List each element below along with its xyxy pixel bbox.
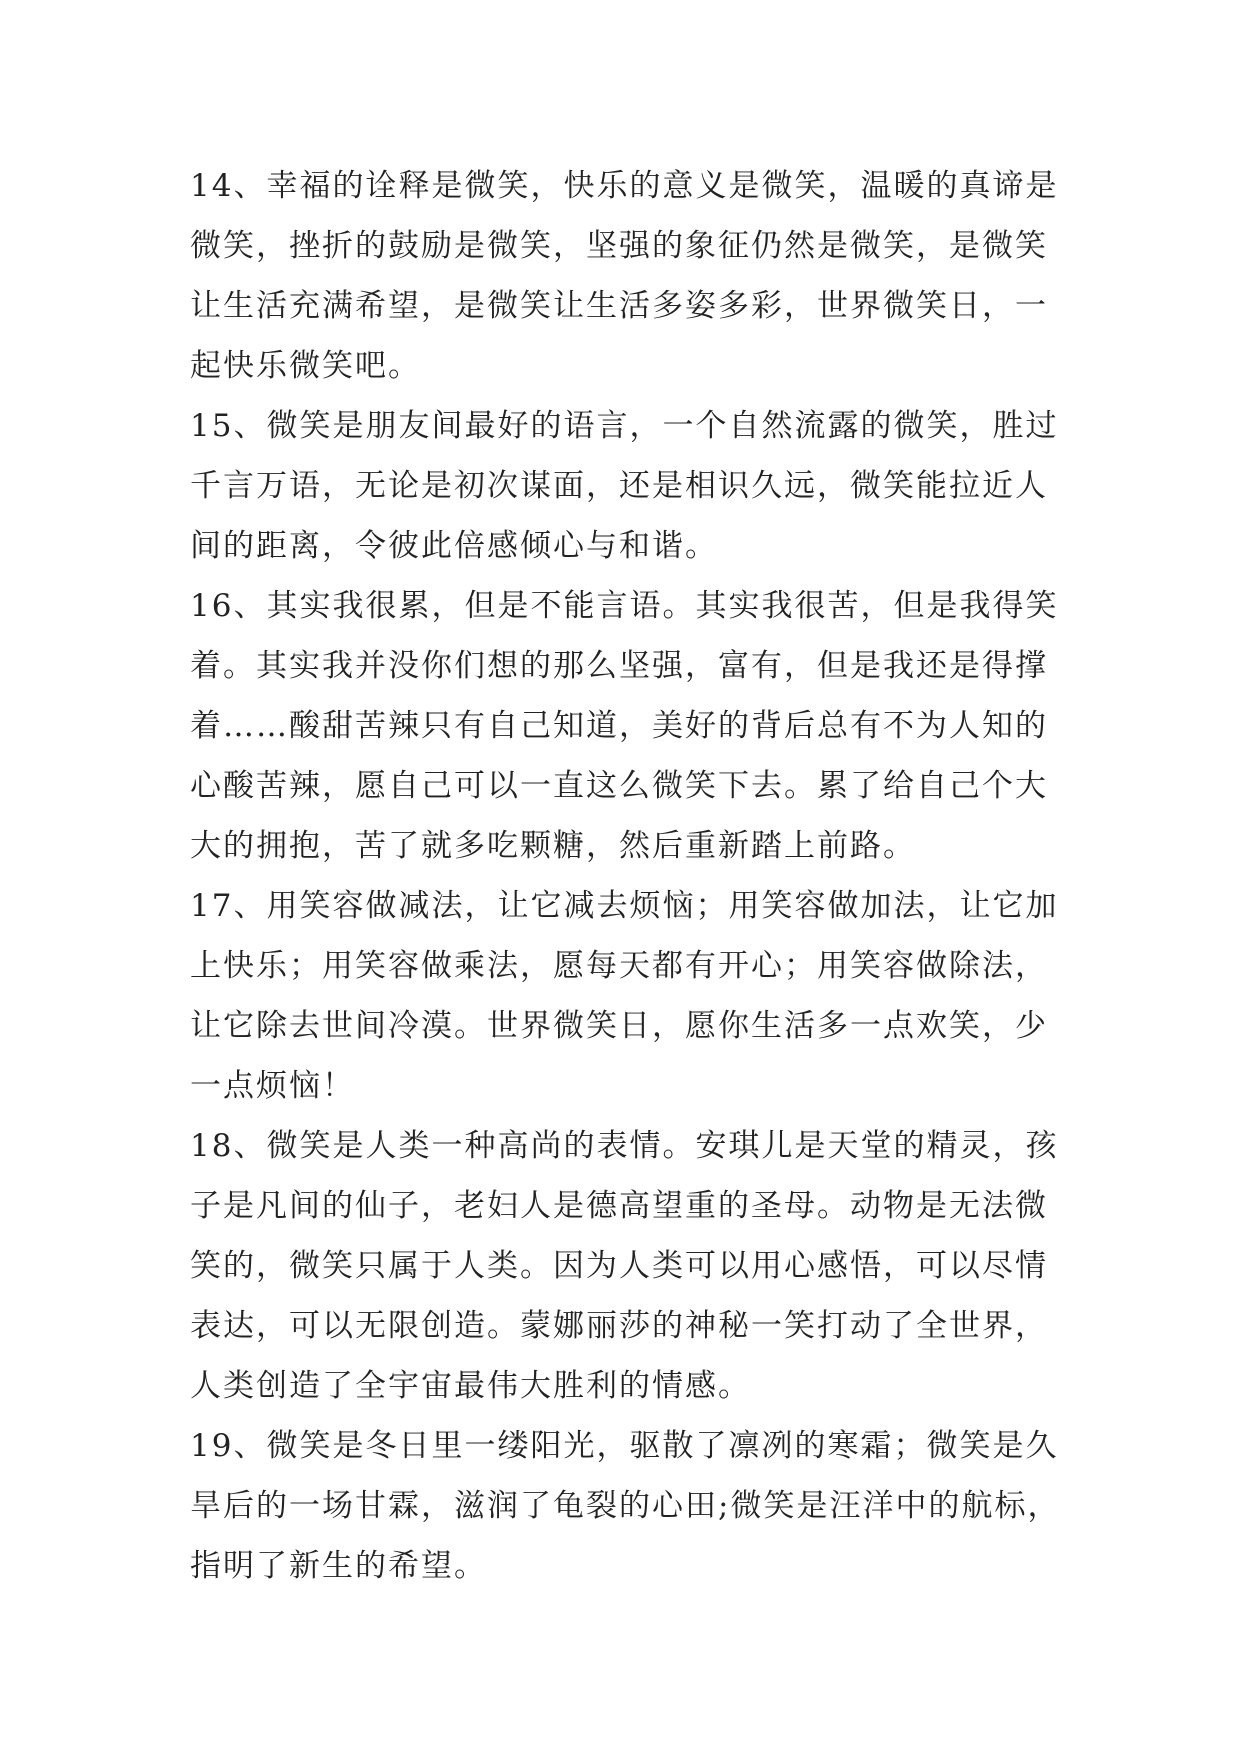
text-line: 上快乐；用笑容做乘法，愿每天都有开心；用笑容做除法， [190, 948, 1048, 984]
text-line: 指明了新生的希望。 [190, 1548, 487, 1584]
text-line: 心酸苦辣，愿自己可以一直这么微笑下去。累了给自己个大 [190, 768, 1048, 804]
document-body [190, 156, 1070, 1596]
paragraph-14 [190, 156, 1070, 396]
paragraph-17 [190, 876, 1070, 1116]
paragraph-16 [190, 576, 1070, 876]
text-line: 19、微笑是冬日里一缕阳光，驱散了凛冽的寒霜；微笑是久 [190, 1428, 1059, 1464]
text-line: 让生活充满希望，是微笑让生活多姿多彩，世界微笑日，一 [190, 288, 1048, 324]
text-line: 17、用笑容做减法，让它减去烦恼；用笑容做加法，让它加 [190, 888, 1059, 924]
text-line: 千言万语，无论是初次谋面，还是相识久远，微笑能拉近人 [190, 468, 1048, 504]
paragraph-15 [190, 396, 1070, 576]
text-line: 15、微笑是朋友间最好的语言，一个自然流露的微笑，胜过 [190, 408, 1059, 444]
text-line: 着……酸甜苦辣只有自己知道，美好的背后总有不为人知的 [190, 708, 1048, 744]
text-line: 笑的，微笑只属于人类。因为人类可以用心感悟，可以尽情 [190, 1248, 1048, 1284]
text-line: 大的拥抱，苦了就多吃颗糖，然后重新踏上前路。 [190, 828, 916, 864]
text-line: 微笑，挫折的鼓励是微笑，坚强的象征仍然是微笑，是微笑 [190, 228, 1048, 264]
text-line: 着。其实我并没你们想的那么坚强，富有，但是我还是得撑 [190, 648, 1048, 684]
text-line: 人类创造了全宇宙最伟大胜利的情感。 [190, 1368, 751, 1404]
text-line: 一点烦恼！ [190, 1068, 355, 1104]
paragraph-18 [190, 1116, 1070, 1416]
text-line: 间的距离，令彼此倍感倾心与和谐。 [190, 528, 718, 564]
text-line: 16、其实我很累，但是不能言语。其实我很苦，但是我得笑 [190, 588, 1059, 624]
text-line: 让它除去世间冷漠。世界微笑日，愿你生活多一点欢笑，少 [190, 1008, 1048, 1044]
text-line: 旱后的一场甘霖，滋润了龟裂的心田;微笑是汪洋中的航标， [190, 1488, 1061, 1524]
text-line: 表达，可以无限创造。蒙娜丽莎的神秘一笑打动了全世界， [190, 1308, 1048, 1344]
paragraph-19 [190, 1416, 1070, 1596]
text-line: 14、幸福的诠释是微笑，快乐的意义是微笑，温暖的真谛是 [190, 168, 1059, 204]
text-line: 18、微笑是人类一种高尚的表情。安琪儿是天堂的精灵，孩 [190, 1128, 1059, 1164]
text-line: 起快乐微笑吧。 [190, 348, 421, 384]
text-line: 子是凡间的仙子，老妇人是德高望重的圣母。动物是无法微 [190, 1188, 1048, 1224]
